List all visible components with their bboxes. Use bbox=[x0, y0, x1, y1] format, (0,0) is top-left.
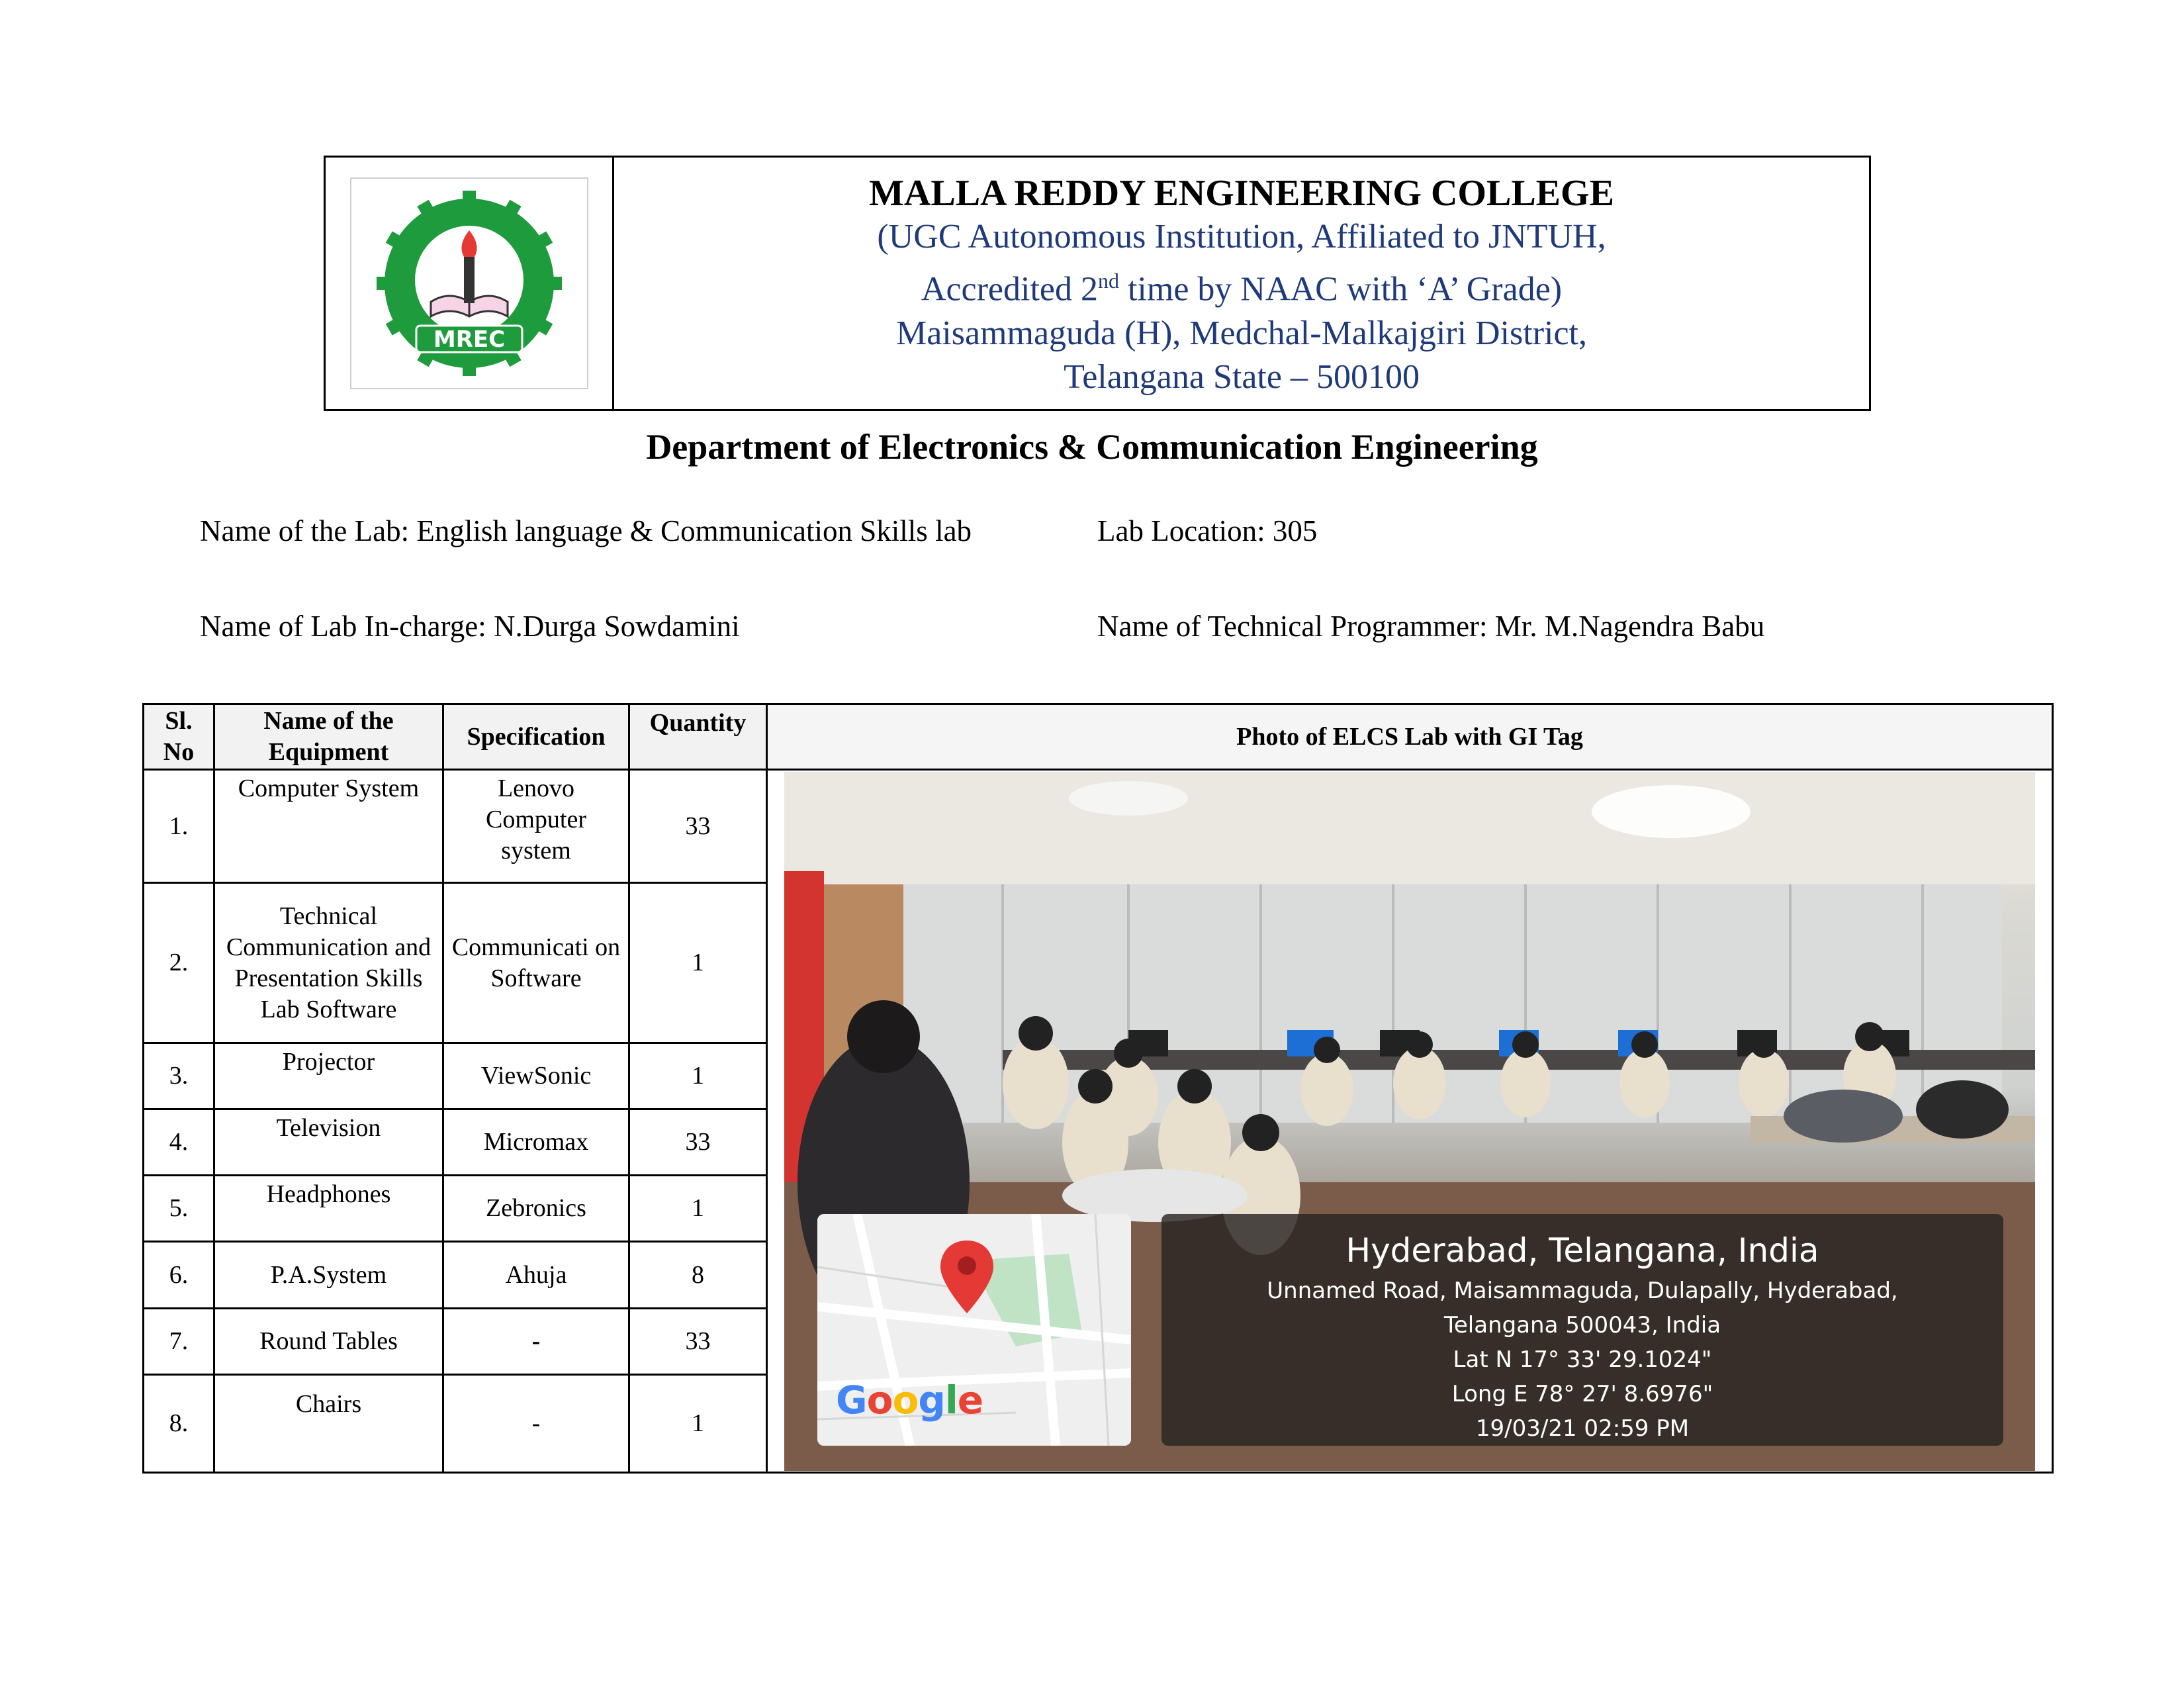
cell-specification: ViewSonic bbox=[443, 1043, 629, 1109]
header-equipment: Name of the Equipment bbox=[214, 704, 443, 770]
cell-specification: - bbox=[443, 1309, 629, 1375]
geo-latitude: Lat N 17° 33' 29.1024" bbox=[1453, 1346, 1712, 1373]
cell-equipment: Chairs bbox=[214, 1375, 443, 1473]
cell-specification: Micromax bbox=[443, 1109, 629, 1176]
college-accreditation bbox=[921, 259, 1562, 311]
cell-specification: Communicati on Software bbox=[443, 883, 629, 1043]
lab-incharge: Name of Lab In-charge: N.Durga Sowdamini bbox=[200, 610, 740, 643]
cell-quantity: 1 bbox=[629, 1043, 767, 1109]
cell-quantity: 1 bbox=[629, 1176, 767, 1242]
college-logo bbox=[370, 184, 569, 383]
logo-frame bbox=[350, 177, 588, 389]
header-sl: Sl. No bbox=[144, 704, 214, 770]
cell-equipment: Headphones bbox=[214, 1176, 443, 1242]
cell-specification: Zebronics bbox=[443, 1176, 629, 1242]
department-title: Department of Electronics & Communication Engineering bbox=[646, 427, 1538, 467]
technical-programmer: Name of Technical Programmer: Mr. M.Nagendra Babu bbox=[1097, 610, 1765, 643]
lab-photo bbox=[784, 772, 2035, 1471]
cell-sl: 7. bbox=[144, 1309, 214, 1375]
cell-equipment: Round Tables bbox=[214, 1309, 443, 1375]
geo-longitude: Long E 78° 27' 8.6976" bbox=[1451, 1380, 1713, 1407]
cell-sl: 8. bbox=[144, 1375, 214, 1473]
table-header-row bbox=[144, 704, 2053, 770]
cell-sl: 1. bbox=[144, 770, 214, 883]
cell-sl: 2. bbox=[144, 883, 214, 1043]
accreditation-suffix: time by NAAC with ‘A’ Grade) bbox=[1118, 270, 1563, 308]
cell-equipment: P.A.System bbox=[214, 1242, 443, 1309]
google-logo: Google bbox=[836, 1377, 983, 1423]
college-affiliation: (UGC Autonomous Institution, Affiliated to JNTUH, bbox=[877, 218, 1606, 256]
geo-tag-overlay bbox=[1161, 1214, 2003, 1446]
cell-quantity: 1 bbox=[629, 883, 767, 1043]
cell-quantity: 1 bbox=[629, 1375, 767, 1473]
cell-specification: Lenovo Computer system bbox=[443, 770, 629, 883]
cell-sl: 4. bbox=[144, 1109, 214, 1176]
cell-quantity: 33 bbox=[629, 770, 767, 883]
map-thumbnail bbox=[817, 1214, 1131, 1446]
cell-equipment: Television bbox=[214, 1109, 443, 1176]
map-pin-icon bbox=[940, 1241, 993, 1313]
cell-equipment: Technical Communication and Presentation Skills Lab Software bbox=[214, 883, 443, 1043]
cell-sl: 6. bbox=[144, 1242, 214, 1309]
photo-cell bbox=[767, 770, 2053, 1473]
header-specification: Specification bbox=[443, 704, 629, 770]
cell-sl: 3. bbox=[144, 1043, 214, 1109]
college-name: MALLA REDDY ENGINEERING COLLEGE bbox=[869, 173, 1614, 214]
cell-equipment: Projector bbox=[214, 1043, 443, 1109]
header-quantity: Quantity bbox=[629, 704, 767, 770]
cell-quantity: 33 bbox=[629, 1309, 767, 1375]
college-address: Maisammaguda (H), Medchal-Malkajgiri District, bbox=[895, 314, 1588, 352]
accreditation-sup: nd bbox=[1097, 269, 1119, 293]
accreditation-prefix: Accredited 2 bbox=[921, 270, 1098, 308]
equipment-table bbox=[142, 703, 2054, 1474]
table-row bbox=[144, 770, 2053, 883]
cell-equipment: Computer System bbox=[214, 770, 443, 883]
geo-city: Hyderabad, Telangana, India bbox=[1345, 1231, 1819, 1270]
college-state: Telangana State – 500100 bbox=[1064, 357, 1420, 396]
geo-address-line1: Unnamed Road, Maisammaguda, Dulapally, Hyderabad, bbox=[1267, 1277, 1898, 1304]
lab-name: Name of the Lab: English language & Communication Skills lab bbox=[200, 514, 972, 547]
logo-text: MREC bbox=[433, 326, 505, 353]
cell-quantity: 8 bbox=[629, 1242, 767, 1309]
cell-specification: - bbox=[443, 1375, 629, 1473]
cell-sl: 5. bbox=[144, 1176, 214, 1242]
geo-datetime: 19/03/21 02:59 PM bbox=[1475, 1415, 1690, 1442]
lab-location: Lab Location: 305 bbox=[1097, 514, 1318, 547]
college-header bbox=[324, 156, 1871, 411]
college-details bbox=[614, 158, 1869, 409]
header-photo: Photo of ELCS Lab with GI Tag bbox=[767, 704, 2053, 770]
logo-cell bbox=[326, 158, 614, 409]
cell-quantity: 33 bbox=[629, 1109, 767, 1176]
geo-address-line2: Telangana 500043, India bbox=[1443, 1311, 1721, 1338]
cell-specification: Ahuja bbox=[443, 1242, 629, 1309]
